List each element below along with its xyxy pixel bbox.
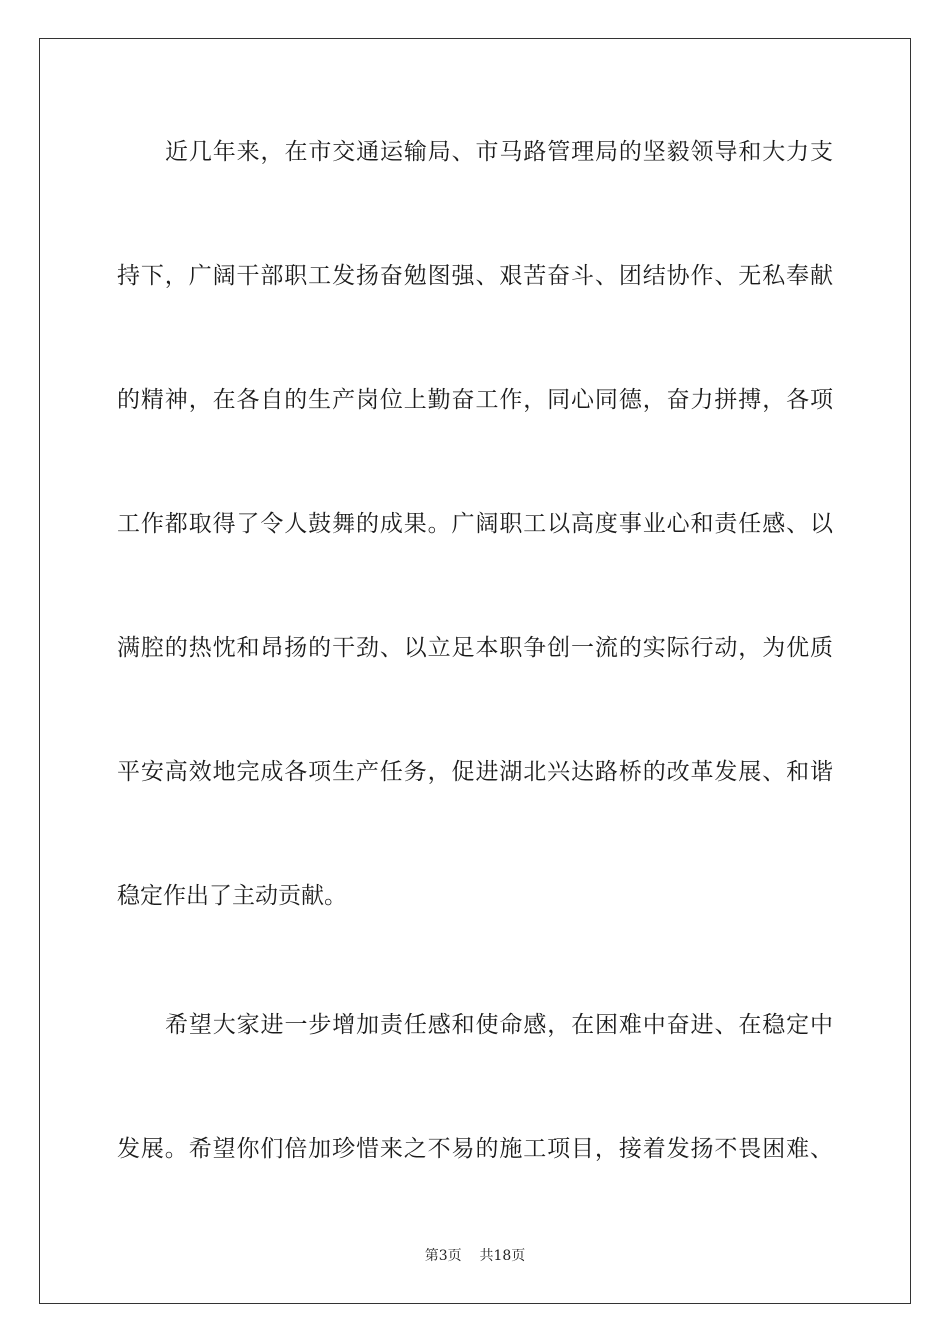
paragraph-1-line-3: 的精神，在各自的生产岗位上勤奋工作，同心同德，奋力拼搏，各项 [117,387,833,413]
page-total: 共18页 [479,1248,526,1264]
paragraph-1-line-7: 稳定作出了主动贡献。 [117,883,347,909]
page-border [39,38,911,1304]
paragraph-2-line-2: 发展。希望你们倍加珍惜来之不易的施工项目，接着发扬不畏困难、 [117,1136,833,1162]
page-footer [0,1247,950,1265]
paragraph-1-line-4: 工作都取得了令人鼓舞的成果。广阔职工以高度事业心和责任感、以 [117,511,833,537]
page-number: 第3页 [424,1248,462,1264]
paragraph-1-line-1: 近几年来，在市交通运输局、市马路管理局的坚毅领导和大力支 [165,139,833,165]
paragraph-2-line-1: 希望大家进一步增加责任感和使命感，在困难中奋进、在稳定中 [165,1012,833,1038]
paragraph-1-line-5: 满腔的热忱和昂扬的干劲、以立足本职争创一流的实际行动，为优质 [117,635,833,661]
paragraph-1-line-2: 持下，广阔干部职工发扬奋勉图强、艰苦奋斗、团结协作、无私奉献 [117,263,833,289]
paragraph-1-line-6: 平安高效地完成各项生产任务，促进湖北兴达路桥的改革发展、和谐 [117,759,833,785]
